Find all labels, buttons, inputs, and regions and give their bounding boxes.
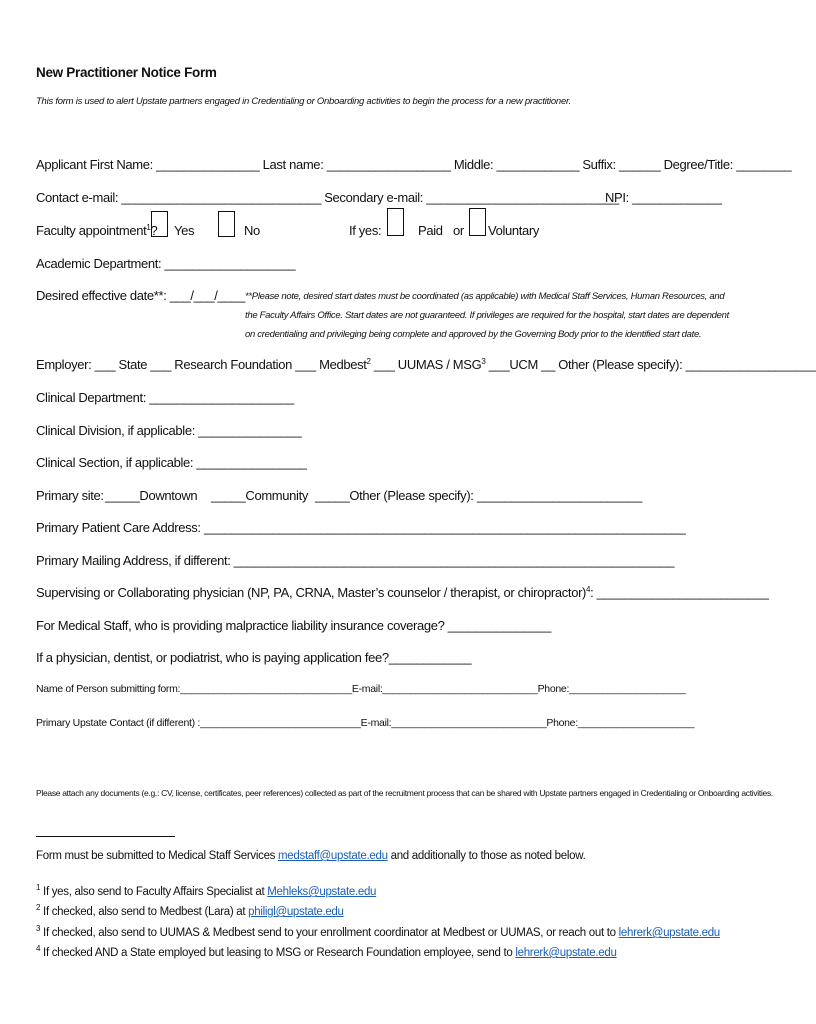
attach-documents-note: Please attach any documents (e.g.: CV, license, certificates, peer references) collected as part of the recruitment process that can be shared with Upstate partners engaged in Credentialing or Onboarding activities.: [36, 788, 773, 798]
footnote-ref-3: 3: [481, 357, 486, 366]
faculty-no-label: No: [244, 223, 260, 238]
supervising-blank: : _________________________: [590, 585, 769, 600]
npi-field[interactable]: NPI: _____________: [605, 190, 722, 205]
faculty-yes-checkbox[interactable]: [151, 211, 168, 237]
contact-email-row[interactable]: Contact e-mail: _____________________________ Secondary e-mail: ____________________________: [36, 190, 619, 205]
effective-date-field[interactable]: Desired effective date**: ___/___/____: [36, 288, 246, 303]
applicant-name-row[interactable]: Applicant First Name: _______________ Last name: __________________ Middle: ____________ Suffix: ______ Degree/Title: ________: [36, 157, 792, 172]
footnote-3: [36, 924, 720, 939]
footnote-ref-4: 4: [586, 585, 591, 594]
submitter-row[interactable]: Name of Person submitting form:_______________________________E-mail:____________________________Phone:_____________________: [36, 683, 686, 695]
faculty-no-checkbox[interactable]: [218, 211, 235, 237]
upstate-contact-row[interactable]: Primary Upstate Contact (if different) :_____________________________E-mail:____________________________Phone:_____________________: [36, 717, 695, 729]
supervising-physician-field[interactable]: [36, 585, 769, 600]
mailing-address-field[interactable]: Primary Mailing Address, if different: ________________________________________________________________: [36, 553, 675, 568]
clinical-division-field[interactable]: Clinical Division, if applicable: _______________: [36, 423, 302, 438]
footnote-4: [36, 944, 617, 959]
faculty-appointment-label: [36, 223, 157, 238]
malpractice-field[interactable]: For Medical Staff, who is providing malpractice liability insurance coverage? _______________: [36, 618, 551, 633]
academic-department-field[interactable]: Academic Department: ___________________: [36, 256, 296, 271]
footnote-4-email-link[interactable]: lehrerk@upstate.edu: [515, 947, 617, 959]
start-date-note: **Please note, desired start dates must be coordinated (as applicable) with Medical Staff Services, Human Resources, and the Faculty Affairs Office. Start dates are not guaranteed. If privileges are required for the hospital, start dates are dependent on credentialing and privileging being complete and approved by the Governing Body prior to the identified start date.: [245, 291, 729, 340]
employer-text-c: ___UCM __ Other (Please specify): ___________________: [485, 357, 816, 372]
footnote-4-number: 4: [36, 944, 41, 953]
footnote-1-number: 1: [36, 883, 41, 892]
footnote-1: [36, 883, 377, 898]
site-community-option[interactable]: _____Community: [211, 488, 308, 503]
employer-text-a: Employer: ___ State ___ Research Foundation ___ Medbest: [36, 357, 367, 372]
or-label: or: [453, 223, 464, 238]
footnote-2-number: 2: [36, 903, 41, 912]
footnote-1-text: If yes, also send to Faculty Affairs Specialist at: [40, 886, 268, 898]
supervising-text: Supervising or Collaborating physician (NP, PA, CRNA, Master’s counselor / therapist, or chiropractor): [36, 585, 587, 600]
form-title: New Practitioner Notice Form: [36, 65, 217, 80]
paid-checkbox[interactable]: [387, 208, 404, 236]
footnote-3-text: If checked, also send to UUMAS & Medbest send to your enrollment coordinator at Medbest or UUMAS, or reach out to: [40, 927, 619, 939]
site-downtown-option[interactable]: _____Downtown: [105, 488, 198, 503]
site-other-option[interactable]: _____Other (Please specify): ________________________: [315, 488, 642, 503]
employer-text-b: ___ UUMAS / MSG: [370, 357, 482, 372]
clinical-department-field[interactable]: Clinical Department: _____________________: [36, 390, 294, 405]
application-fee-field[interactable]: If a physician, dentist, or podiatrist, who is paying application fee?____________: [36, 650, 472, 665]
submission-text: Form must be submitted to Medical Staff Services: [36, 850, 279, 862]
voluntary-label: Voluntary: [488, 223, 540, 238]
faculty-label-text: Faculty appointment: [36, 223, 147, 238]
voluntary-checkbox[interactable]: [469, 208, 486, 236]
footnote-2-email-link[interactable]: philigl@upstate.edu: [248, 906, 344, 918]
if-yes-label: If yes:: [349, 223, 382, 238]
footnote-4-text: If checked AND a State employed but leasing to MSG or Research Foundation employee, send to: [40, 947, 516, 959]
footnote-2: [36, 903, 344, 918]
faculty-yes-label: Yes: [174, 223, 195, 238]
footnote-3-number: 3: [36, 924, 41, 933]
form-subtitle: This form is used to alert Upstate partners engaged in Credentialing or Onboarding activities to begin the process for a new practitioner.: [36, 96, 571, 107]
footnote-1-email-link[interactable]: Mehleks@upstate.edu: [267, 886, 377, 898]
faculty-question-mark: ?: [150, 223, 158, 238]
footnote-3-email-link[interactable]: lehrerk@upstate.edu: [618, 927, 720, 939]
employer-row[interactable]: [36, 357, 816, 372]
footnote-ref-2: 2: [366, 357, 371, 366]
footnote-ref-1: 1: [146, 223, 151, 232]
clinical-section-field[interactable]: Clinical Section, if applicable: ________________: [36, 455, 307, 470]
submission-instructions: [36, 850, 585, 862]
primary-site-label: Primary site:: [36, 488, 104, 503]
footnote-divider: [36, 836, 175, 837]
medstaff-email-link[interactable]: medstaff@upstate.edu: [278, 850, 388, 862]
paid-label: Paid: [418, 223, 443, 238]
footnote-2-text: If checked, also send to Medbest (Lara) at: [40, 906, 249, 918]
patient-care-address-field[interactable]: Primary Patient Care Address: ______________________________________________________________________: [36, 520, 686, 535]
submission-tail: and additionally to those as noted below.: [387, 850, 586, 862]
